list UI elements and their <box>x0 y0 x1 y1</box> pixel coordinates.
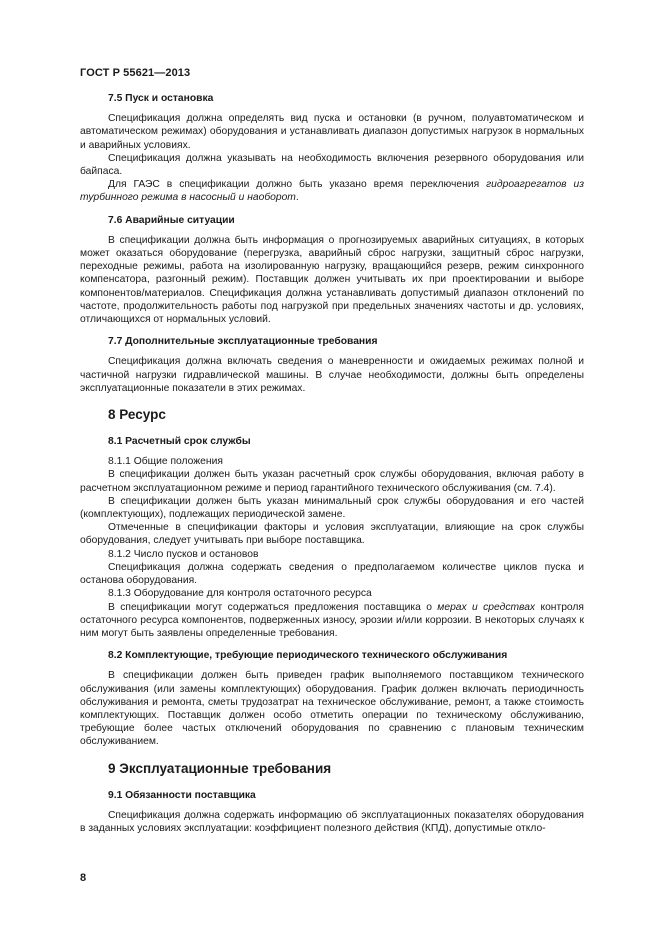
heading-8-2: 8.2 Комплектующие, требующие периодического технического обслуживания <box>108 650 508 662</box>
document-header: ГОСТ Р 55621—2013 <box>80 67 191 79</box>
paragraph-9-1-1: Спецификация должна содержать информацию об эксплуатационных показателях оборудования в заданных условиях эксплуатации: коэффициент полезного действия (КПД), допустимые откло- <box>80 809 584 834</box>
paragraph-8-1-4: Спецификация должна содержать сведения о предполагаемом количестве циклов пуска и останова оборудования. <box>80 561 584 587</box>
paragraph-7-5-3-end: . <box>295 192 299 204</box>
paragraph-7-6-1: В спецификации должна быть информация о прогнозируемых аварийных ситуациях, в которых может оказаться оборудование (перегрузка, аварийный сброс нагрузки, защитный сброс нагрузки, переходные режимы, работа на изолированную нагрузку, вращающийся резерв, режим синхронного компенсатора, разгонный режим). Поставщик должен учитывать их при проектировании и выборе компонентов/материалов. Спецификация должна устанавливать допустимый диапазон отклонений по частоте, продолжительность работы под нагрузкой при предельных значениях частоты и др. условиях, отличающихся от нормальных условий. <box>80 234 584 326</box>
paragraph-7-5-1: Спецификация должна определять вид пуска и остановки (в ручном, полуавтоматическом и автоматическом режимах) оборудования и устанавливать диапазон допустимых нагрузок в нормальных и аварийных условиях. <box>80 113 584 151</box>
heading-7-6: 7.6 Аварийные ситуации <box>108 214 235 226</box>
paragraph-8-1-5-emphasis: мерах и средствах <box>437 601 536 613</box>
heading-8: 8 Ресурс <box>108 407 166 423</box>
page-number: 8 <box>80 872 87 884</box>
paragraph-7-5-3-emphasis: гидроагрегатов из турбинного режима в насосный и наоборот <box>80 179 584 204</box>
paragraph-7-5-3 <box>80 178 584 204</box>
document-body <box>80 92 584 835</box>
paragraph-8-1-5-end: контроля остаточного ресурса компонентов, подверженных износу, эрозии и/или коррозии. В некоторых случаях к ним могут быть заявлены определенные требования. <box>80 601 585 639</box>
heading-7-7: 7.7 Дополнительные эксплуатационные требования <box>108 336 378 348</box>
heading-8-1-1: 8.1.1 Общие положения <box>108 456 223 468</box>
heading-7-5: 7.5 Пуск и остановка <box>108 93 214 104</box>
paragraph-8-1-3: Отмеченные в спецификации факторы и условия эксплуатации, влияющие на срок службы оборудования, следует учитывать при выборе поставщика. <box>80 522 584 547</box>
heading-9-1: 9.1 Обязанности поставщика <box>108 789 256 801</box>
paragraph-8-1-5 <box>80 601 584 641</box>
paragraph-7-5-3-text: Для ГАЭС в спецификации должно быть указано время переключения <box>108 179 487 191</box>
heading-8-1: 8.1 Расчетный срок службы <box>108 436 251 448</box>
heading-8-1-3: 8.1.3 Оборудование для контроля остаточного ресурса <box>108 588 372 600</box>
paragraph-7-7-1: Спецификация должна включать сведения о маневренности и ожидаемых режимах полной и частичной нагрузки гидравлической машины. В случае необходимости, должны быть определены эксплуатационные показатели в этих режимах. <box>80 356 584 394</box>
heading-9: 9 Эксплуатационные требования <box>108 760 332 776</box>
heading-8-1-2: 8.1.2 Число пусков и остановов <box>108 548 259 560</box>
paragraph-8-1-2: В спецификации должен быть указан минимальный срок службы оборудования и его частей (комплектующих), подлежащих периодической замене. <box>80 495 584 521</box>
paragraph-8-1-5-text: В спецификации могут содержаться предложения поставщика о <box>108 601 438 613</box>
paragraph-8-2-1: В спецификации должен быть приведен график выполняемого поставщиком технического обслуживания (или замены комплектующих) оборудования. График должен включать периодичность обслуживания и ремонта, сметы трудозатрат на техническое обслуживание, ремонт, а также стоимость комплектующих. Поставщик должен особо отметить операции по техническому обслуживанию, требующие более частых отключений оборудования по сравнению с плановым техническим обслуживанием. <box>80 670 584 748</box>
paragraph-8-1-1: В спецификации должен быть указан расчетный срок службы оборудования, включая работу в расчетном эксплуатационном режиме и период гарантийного технического обслуживания (см. 7.4). <box>80 469 584 494</box>
paragraph-7-5-2: Спецификация должна указывать на необходимость включения резервного оборудования или байпаса. <box>80 152 584 178</box>
